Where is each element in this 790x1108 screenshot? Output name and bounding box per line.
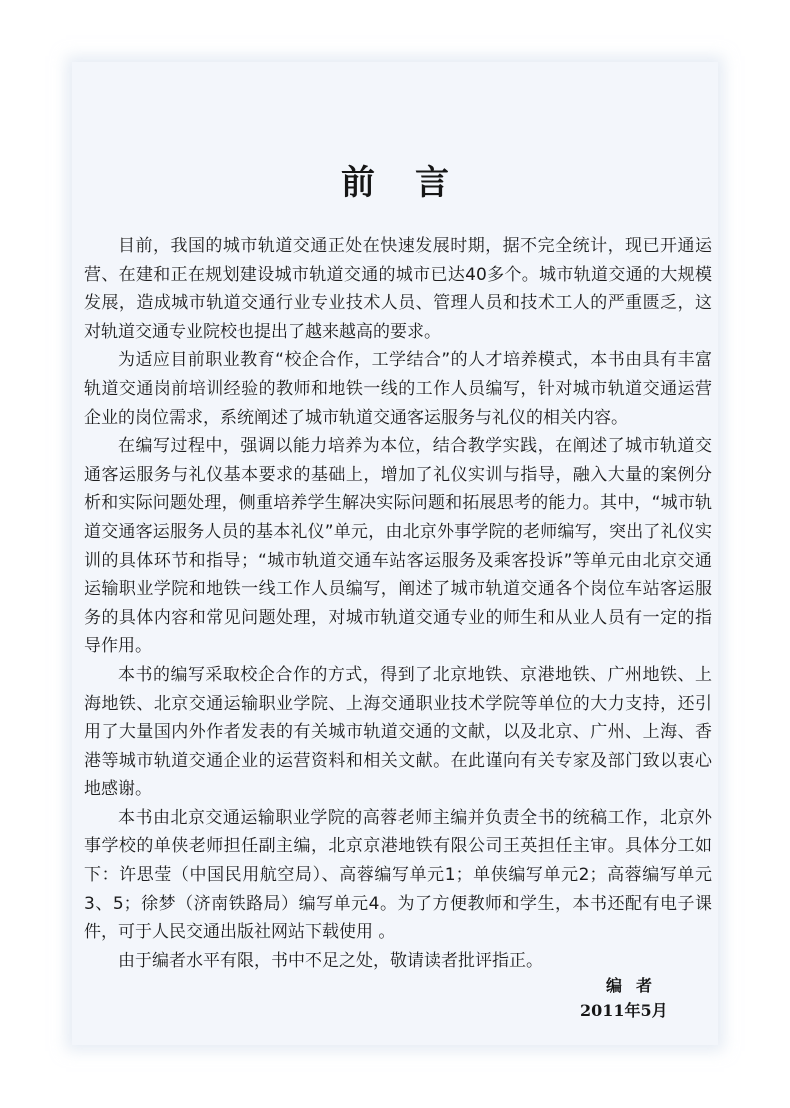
signature-author: 编者	[606, 976, 667, 995]
paragraph: 本书由北京交通运输职业学院的高蓉老师主编并负责全书的统稿工作，北京外事学校的单侠老师担任副主编，北京京港地铁有限公司王英担任主审。具体分工如下：许思莹（中国民用航空局）、高蓉编写单元1；单侠编写单元2；高蓉编写单元3、5；徐梦（济南铁路局）编写单元4。为了方便教师和学生，本书还配有电子课件，可于人民交通出版社网站下载使用 。	[84, 807, 712, 943]
paragraph: 目前，我国的城市轨道交通正处在快速发展时期，据不完全统计，现已开通运营、在建和正在规划建设城市轨道交通的城市已达40多个。城市轨道交通的大规模发展，造成城市轨道交通行业专业技术人员、管理人员和技术工人的严重匮乏，这对轨道交通专业院校也提出了越来越高的要求。	[84, 236, 712, 342]
paragraph: 本书的编写采取校企合作的方式，得到了北京地铁、京港地铁、广州地铁、上海地铁、北京交通运输职业学院、上海交通职业技术学院等单位的大力支持，还引用了大量国内外作者发表的有关城市轨道交通的文献，以及北京、广州、上海、香港等城市轨道交通企业的运营资料和相关文献。在此谨向有关专家及部门致以衷心地感谢。	[84, 664, 712, 800]
paragraph: 由于编者水平有限，书中不足之处，敬请读者批评指正。	[118, 950, 543, 971]
signature-date: 2011年5月	[580, 1001, 668, 1020]
preface-body	[84, 232, 712, 975]
paragraph: 为适应目前职业教育“校企合作，工学结合”的人才培养模式，本书由具有丰富轨道交通岗前培训经验的教师和地铁一线的工作人员编写，针对城市轨道交通运营企业的岗位需求，系统阐述了城市轨道交通客运服务与礼仪的相关内容。	[84, 350, 712, 428]
paragraph: 在编写过程中，强调以能力培养为本位，结合教学实践，在阐述了城市轨道交通客运服务与礼仪基本要求的基础上，增加了礼仪实训与指导，融入大量的案例分析和实际问题处理，侧重培养学生解决实际问题和拓展思考的能力。其中，“城市轨道交通客运服务人员的基本礼仪”单元，由北京外事学院的老师编写，突出了礼仪实训的具体环节和指导；“城市轨道交通车站客运服务及乘客投诉”等单元由北京交通运输职业学院和地铁一线工作人员编写，阐述了城市轨道交通各个岗位车站客运服务的具体内容和常见问题处理，对城市轨道交通专业的师生和从业人员有一定的指导作用。	[84, 436, 712, 657]
page-title: 前言	[341, 163, 489, 203]
